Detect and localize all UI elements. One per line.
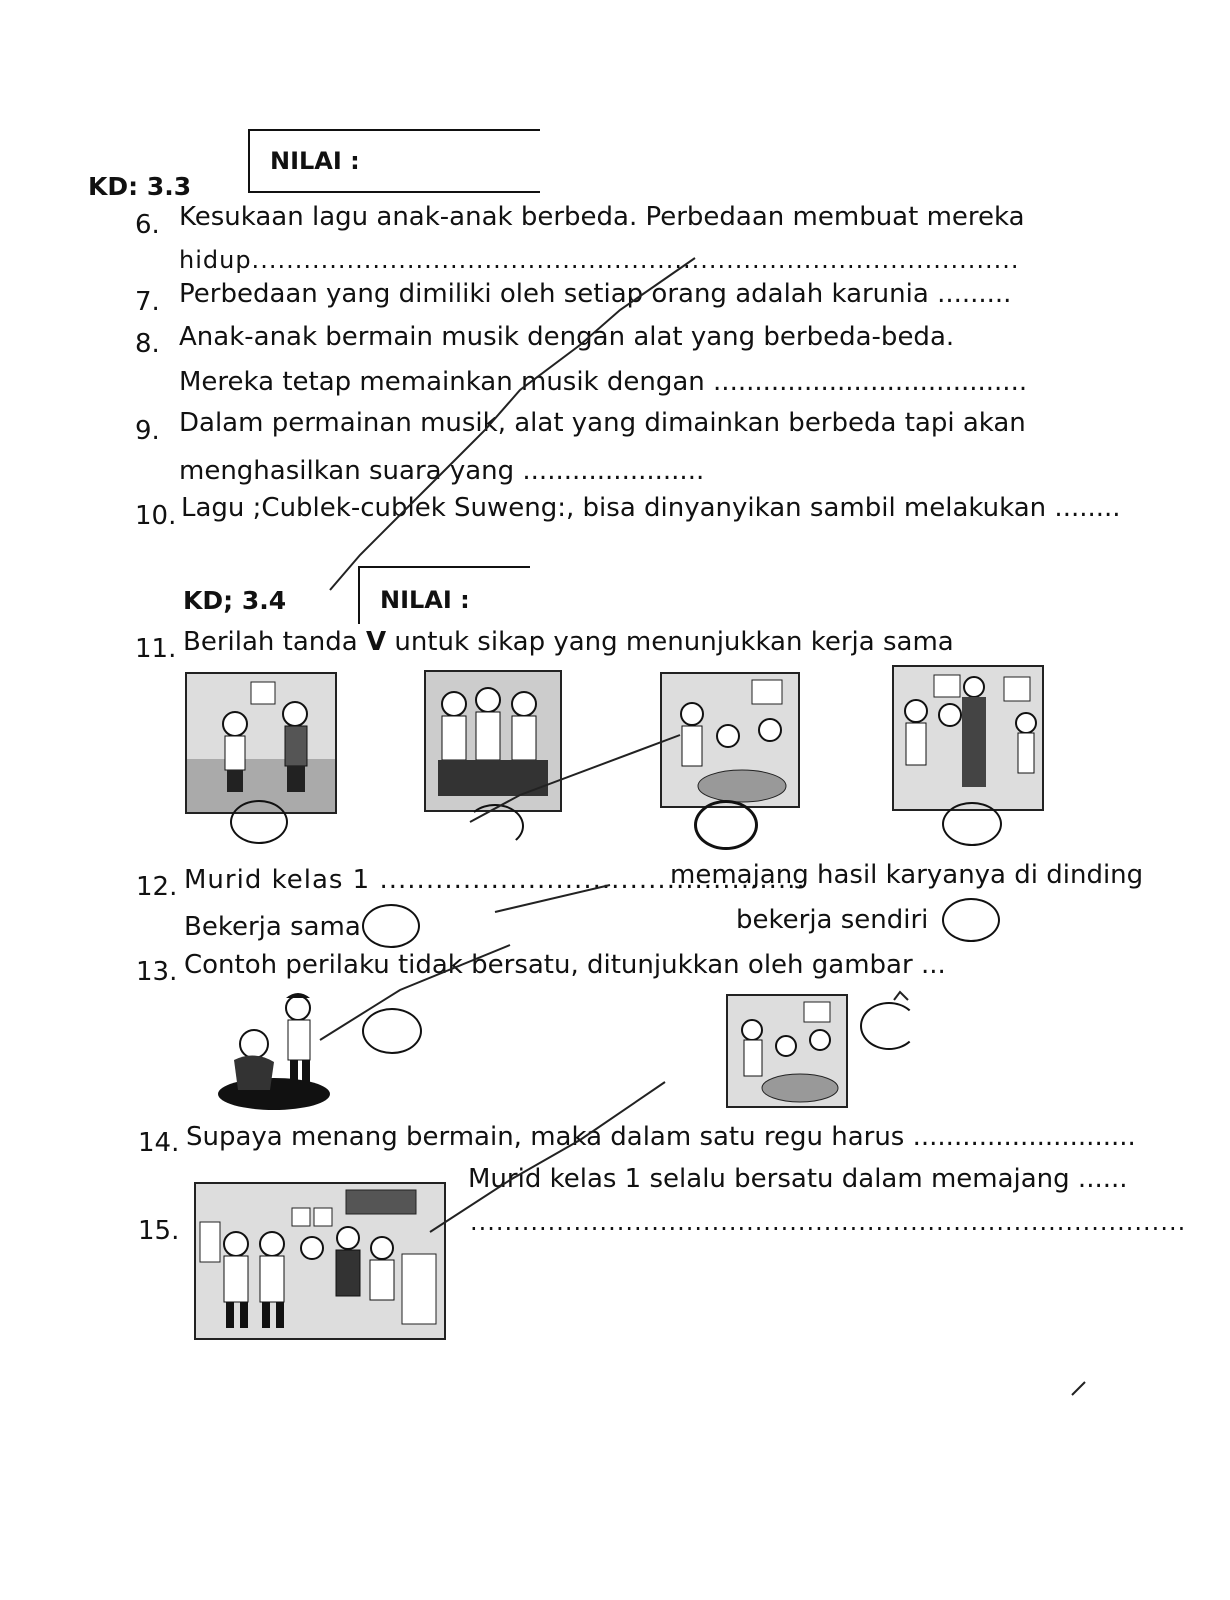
check-mark-symbol: V xyxy=(365,627,387,657)
q15-picture xyxy=(194,1182,446,1340)
q11-picture-2 xyxy=(424,670,562,812)
q12-text-b: memajang hasil karyanya di dinding xyxy=(670,860,1144,890)
q6-number: 6. xyxy=(135,210,160,240)
q12-number: 12. xyxy=(136,872,178,902)
q9-text-1: Dalam permainan musik, alat yang dimainkan berbeda tapi akan xyxy=(179,408,1026,438)
q6-text-2: hidup......................................................................................... xyxy=(179,246,1020,274)
q8-text-2: Mereka tetap memainkan musik dengan ...................................... xyxy=(179,367,1028,397)
q11-picture-4 xyxy=(892,665,1044,811)
q13-answer-oval-2[interactable] xyxy=(860,1002,918,1050)
q11-answer-oval-1[interactable] xyxy=(230,800,288,844)
q13-text: Contoh perilaku tidak bersatu, ditunjukkan oleh gambar ... xyxy=(184,950,946,980)
q13-picture-1 xyxy=(214,990,332,1114)
q13-number: 13. xyxy=(136,957,178,987)
q14-number: 14. xyxy=(138,1128,180,1158)
q8-text-1: Anak-anak bermain musik dengan alat yang berbeda-beda. xyxy=(179,322,955,352)
q12-option-1-label: Bekerja sama xyxy=(184,912,361,942)
q12-option-2-label: bekerja sendiri xyxy=(736,905,929,935)
q11-answer-oval-4[interactable] xyxy=(942,802,1002,846)
kd-3-3-label: KD: 3.3 xyxy=(88,172,192,201)
q11-text-a: Berilah tanda xyxy=(183,627,358,657)
q8-number: 8. xyxy=(135,329,160,359)
nilai-box-1 xyxy=(248,129,540,193)
q11-picture-1 xyxy=(185,672,337,814)
q13-answer-oval-1[interactable] xyxy=(362,1008,422,1054)
pen-stroke-6 xyxy=(894,992,908,1000)
q11-picture-3 xyxy=(660,672,800,808)
q12-text-a: Murid kelas 1 .............................................. xyxy=(184,865,806,895)
q15-number: 15. xyxy=(138,1216,180,1246)
q11-text-b: untuk sikap yang menunjukkan kerja sama xyxy=(394,627,954,657)
q15-text-2: ................................................................................... xyxy=(470,1208,1187,1236)
q9-text-2: menghasilkan suara yang ...................... xyxy=(179,456,705,486)
nilai-label-2: NILAI : xyxy=(380,586,470,614)
nilai-label-1: NILAI : xyxy=(270,147,360,175)
q7-number: 7. xyxy=(135,287,160,317)
q9-number: 9. xyxy=(135,416,160,446)
q6-text-1: Kesukaan lagu anak-anak berbeda. Perbedaan membuat mereka xyxy=(179,202,1025,232)
q14-text: Supaya menang bermain, maka dalam satu regu harus ........................... xyxy=(186,1122,1136,1152)
pen-stroke-7 xyxy=(1072,1382,1085,1395)
q11-text xyxy=(183,629,954,655)
q13-picture-2 xyxy=(726,994,848,1108)
q10-number: 10. xyxy=(135,501,177,531)
q11-number: 11. xyxy=(135,634,177,664)
q15-text-1: Murid kelas 1 selalu bersatu dalam memajang ...... xyxy=(468,1164,1128,1194)
q11-answer-oval-2[interactable] xyxy=(466,804,524,848)
q11-answer-oval-3[interactable] xyxy=(694,800,758,850)
q12-option-2-oval[interactable] xyxy=(942,898,1000,942)
q7-text: Perbedaan yang dimiliki oleh setiap orang adalah karunia ......... xyxy=(179,279,1012,309)
q10-text: Lagu ;Cublek-cublek Suweng:, bisa dinyanyikan sambil melakukan ........ xyxy=(181,493,1121,523)
q12-option-1-oval[interactable] xyxy=(362,904,420,948)
kd-3-4-label: KD; 3.4 xyxy=(183,586,287,615)
nilai-box-2 xyxy=(358,566,530,624)
